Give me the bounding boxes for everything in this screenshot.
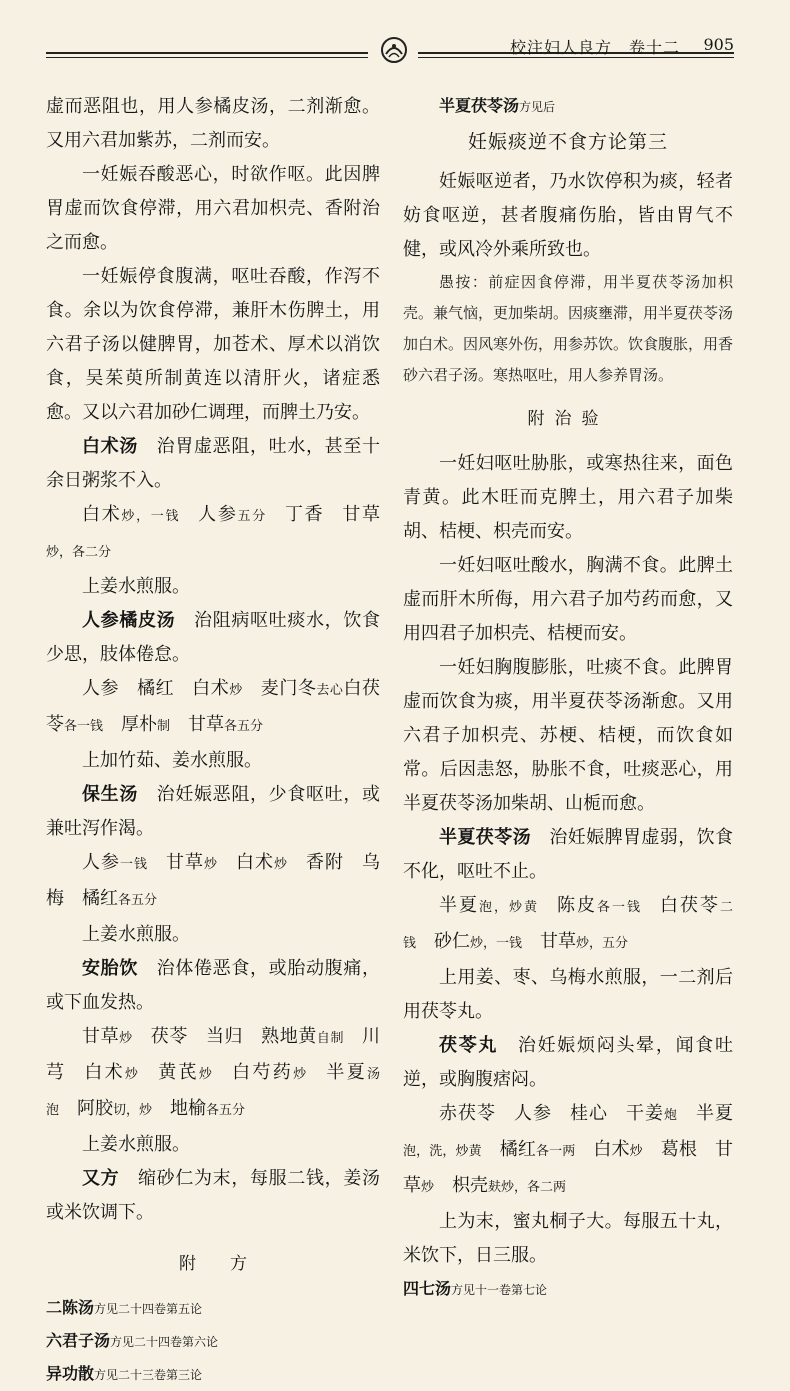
formula-baosheng bbox=[46, 778, 380, 846]
formula-desc: 治胃虚恶阻，吐水，甚至十余日粥浆不入。 bbox=[46, 436, 381, 491]
ingredient-note: 麸炒，各二两 bbox=[488, 1180, 567, 1195]
running-title: 校注妇人良方 卷十二 bbox=[509, 38, 680, 57]
commentary-note: 愚按：前症因食停滞，用半夏茯苓汤加枳壳。兼气恼，更加柴胡。因痰壅滞，用半夏茯苓汤加白术。因风寒外伤，用参苏饮。饮食腹胀，用香砂六君子汤。寒热呕吐，用人参养胃汤。 bbox=[403, 273, 734, 384]
ingredient: 白芍药 bbox=[232, 1062, 294, 1083]
formula-banxia bbox=[403, 821, 733, 889]
ingredient: 甘草 bbox=[82, 1026, 120, 1047]
reference-note: 方见二十三卷第三论 bbox=[94, 1368, 203, 1382]
section-heading: 附 方 bbox=[179, 1254, 247, 1274]
ingredient-note: 炒，各二分 bbox=[46, 545, 112, 560]
directions: 上姜水煎服。 bbox=[82, 924, 190, 945]
ingredient-note: 各一钱 bbox=[64, 719, 104, 734]
ingredient: 白术 bbox=[82, 504, 122, 525]
paragraph: 一妊妇胸腹膨胀，吐痰不食。此脾胃虚而饮食为痰，用半夏茯苓汤渐愈。又用六君子加枳壳、苏梗、桔梗，而饮食如常。后因恚怒，胁胀不食，吐痰恶心，用半夏茯苓汤加柴胡、山栀而愈。 bbox=[403, 657, 733, 814]
formula-renshen bbox=[46, 604, 380, 672]
reference-note: 方见后 bbox=[519, 100, 556, 114]
ingredient: 半夏 bbox=[696, 1103, 733, 1124]
ingredient: 川芎 bbox=[46, 1026, 381, 1083]
reference-name: 半夏茯苓汤 bbox=[439, 96, 520, 115]
page-number: 905 bbox=[703, 35, 734, 54]
header-rule-left-thin bbox=[46, 57, 368, 58]
formula-desc: 治阻病呕吐痰水，饮食少思，肢体倦怠。 bbox=[46, 610, 381, 665]
formula-fuling bbox=[403, 1029, 733, 1097]
ingredient: 橘红 bbox=[137, 678, 175, 699]
ingredient: 乌梅 bbox=[46, 852, 380, 909]
ingredient-note: 炒 bbox=[124, 1067, 141, 1082]
ingredient-note: 炒 bbox=[293, 1067, 309, 1082]
publisher-emblem-icon bbox=[380, 36, 408, 64]
formula-reference bbox=[46, 1358, 380, 1391]
paragraph: 虚而恶阻也，用人参橘皮汤，二剂渐愈。又用六君加紫苏，二剂而安。 bbox=[46, 96, 380, 151]
ingredient: 白术 bbox=[236, 852, 274, 873]
directions: 上姜水煎服。 bbox=[82, 576, 190, 597]
formula-baizhu bbox=[46, 430, 380, 498]
ingredient-line bbox=[46, 846, 380, 918]
ingredient: 半夏 bbox=[326, 1062, 367, 1083]
ingredient: 人参 bbox=[514, 1103, 552, 1124]
ingredient: 茯苓 bbox=[150, 1026, 188, 1047]
ingredient: 赤茯苓 bbox=[439, 1103, 496, 1124]
directions: 上为末，蜜丸桐子大。每服五十丸，米饮下，日三服。 bbox=[403, 1211, 733, 1266]
left-column bbox=[46, 90, 380, 1391]
ingredient-note: 五分 bbox=[237, 509, 267, 524]
paragraph: 一妊娠吞酸恶心，时欲作呕。此因脾胃虚而饮食停滞，用六君加枳壳、香附治之而愈。 bbox=[46, 164, 380, 253]
formula-reference bbox=[46, 1292, 380, 1325]
formula-youfang bbox=[46, 1162, 380, 1230]
ingredient: 白茯苓 bbox=[660, 895, 720, 916]
ingredient-line bbox=[46, 498, 380, 570]
ingredient: 人参 bbox=[82, 678, 120, 699]
formula-title: 人参橘皮汤 bbox=[82, 610, 176, 631]
ingredient: 麦门冬 bbox=[260, 678, 317, 699]
ingredient: 桂心 bbox=[570, 1103, 608, 1124]
formula-title: 白术汤 bbox=[82, 436, 138, 457]
formula-title: 保生汤 bbox=[82, 784, 138, 805]
reference-name: 四七汤 bbox=[403, 1279, 452, 1298]
reference-name: 二陈汤 bbox=[46, 1298, 95, 1317]
ingredient-note: 炒 bbox=[198, 1067, 215, 1082]
paragraph: 一妊娠停食腹满，呕吐吞酸，作泻不食。余以为饮食停滞，兼肝木伤脾土，用六君子汤以健脾胃，加苍术、厚术以消饮食，吴茱萸所制黄连以清肝火，诸症悉愈。又以六君加砂仁调理，而脾土乃安。 bbox=[46, 266, 380, 423]
header-rule-left bbox=[46, 52, 368, 54]
formula-desc: 治体倦恶食，或胎动腹痛，或下血发热。 bbox=[46, 958, 381, 1013]
ingredient: 陈皮 bbox=[557, 895, 597, 916]
paragraph: 一妊妇呕吐胁胀，或寒热往来，面色青黄。此木旺而克脾土，用六君子加柴胡、桔梗、枳壳而安。 bbox=[403, 453, 733, 542]
formula-reference bbox=[403, 90, 733, 123]
right-column bbox=[403, 90, 733, 1306]
ingredient-note: 炒 bbox=[629, 1144, 643, 1159]
formula-title: 又方 bbox=[82, 1168, 120, 1189]
ingredient: 橘红 bbox=[82, 888, 118, 909]
ingredient-note: 各一两 bbox=[535, 1144, 576, 1159]
ingredient: 甘草 bbox=[403, 1139, 733, 1196]
ingredient: 丁香 bbox=[284, 504, 325, 525]
ingredient-note: 各五分 bbox=[224, 719, 264, 734]
ingredient-note: 炒 bbox=[229, 683, 243, 698]
ingredient-note: 泡，洗，炒黄 bbox=[403, 1144, 482, 1159]
ingredient: 甘草 bbox=[166, 852, 204, 873]
ingredient: 砂仁 bbox=[434, 931, 471, 952]
directions: 上用姜、枣、乌梅水煎服，一二剂后用茯苓丸。 bbox=[403, 967, 733, 1022]
directions: 上加竹茹、姜水煎服。 bbox=[82, 750, 262, 771]
ingredient: 白术 bbox=[192, 678, 230, 699]
ingredient: 白术 bbox=[84, 1062, 125, 1083]
ingredient-line bbox=[403, 889, 733, 961]
ingredient-note: 汤泡 bbox=[46, 1067, 381, 1118]
formula-title: 茯苓丸 bbox=[439, 1035, 499, 1056]
ingredient: 人参 bbox=[198, 504, 238, 525]
section-heading: 附治验 bbox=[527, 409, 609, 429]
ingredient-line bbox=[403, 1097, 733, 1205]
ingredient: 阿胶 bbox=[77, 1098, 114, 1119]
ingredient-line bbox=[46, 1020, 380, 1128]
ingredient-note: 炒，一钱 bbox=[121, 509, 181, 524]
reference-note: 方见二十四卷第五论 bbox=[94, 1302, 203, 1316]
ingredient: 厚朴 bbox=[121, 714, 158, 735]
formula-desc: 缩砂仁为末，每服二钱，姜汤或米饮调下。 bbox=[46, 1168, 381, 1223]
ingredient: 枳壳 bbox=[452, 1175, 489, 1196]
ingredient-line bbox=[46, 672, 380, 744]
ingredient: 人参 bbox=[82, 852, 120, 873]
ingredient: 地榆 bbox=[170, 1098, 207, 1119]
ingredient: 半夏 bbox=[439, 895, 479, 916]
ingredient: 白术 bbox=[593, 1139, 630, 1160]
ingredient-note: 炒，五分 bbox=[576, 936, 629, 951]
formula-title: 安胎饮 bbox=[82, 958, 138, 979]
ingredient-note: 各五分 bbox=[206, 1103, 246, 1118]
ingredient-note: 二钱 bbox=[403, 900, 734, 951]
ingredient-note: 自制 bbox=[316, 1031, 345, 1046]
ingredient-note: 各一钱 bbox=[597, 900, 642, 915]
ingredient: 黄芪 bbox=[158, 1062, 199, 1083]
reference-name: 异功散 bbox=[46, 1364, 95, 1383]
reference-name: 六君子汤 bbox=[46, 1331, 111, 1350]
ingredient-note: 炒 bbox=[119, 1031, 133, 1046]
ingredient: 白茯苓 bbox=[46, 678, 381, 735]
formula-title: 半夏茯苓汤 bbox=[439, 827, 531, 848]
ingredient: 干姜 bbox=[626, 1103, 664, 1124]
ingredient: 香附 bbox=[306, 852, 344, 873]
ingredient-note: 炒 bbox=[274, 857, 288, 872]
ingredient: 甘草 bbox=[540, 931, 577, 952]
reference-note: 方见二十四卷第六论 bbox=[110, 1335, 219, 1349]
ingredient: 甘草 bbox=[188, 714, 225, 735]
ingredient-note: 泡，炒黄 bbox=[479, 900, 539, 915]
paragraph: 一妊妇呕吐酸水，胸满不食。此脾土虚而肝木所侮，用六君子加芍药而愈，又用四君子加枳壳、桔梗而安。 bbox=[403, 555, 733, 644]
formula-antai bbox=[46, 952, 380, 1020]
ingredient-note: 一钱 bbox=[120, 857, 148, 872]
ingredient-note: 炒 bbox=[421, 1180, 435, 1195]
directions: 上姜水煎服。 bbox=[82, 1134, 190, 1155]
ingredient-note: 炒，一钱 bbox=[470, 936, 523, 951]
reference-note: 方见十一卷第七论 bbox=[451, 1283, 548, 1297]
formula-desc: 治妊娠恶阻，少食呕吐，或兼吐泻作渴。 bbox=[46, 784, 381, 839]
ingredient-note: 炒 bbox=[204, 857, 218, 872]
formula-desc: 治妊娠脾胃虚弱，饮食不化，呕吐不止。 bbox=[403, 827, 734, 882]
formula-reference bbox=[403, 1273, 733, 1306]
ingredient-note: 去心 bbox=[316, 683, 344, 698]
ingredient: 葛根 bbox=[660, 1139, 697, 1160]
page-header bbox=[0, 0, 790, 70]
paragraph: 妊娠呕逆者，乃水饮停积为痰，轻者妨食呕逆，甚者腹痛伤胎，皆由胃气不健，或风冷外乘所致也。 bbox=[403, 171, 733, 260]
formula-desc: 治妊娠烦闷头晕，闻食吐逆，或胸腹痞闷。 bbox=[403, 1035, 734, 1090]
formula-reference bbox=[46, 1325, 380, 1358]
ingredient-note: 各五分 bbox=[118, 893, 158, 908]
ingredient: 当归 bbox=[205, 1026, 244, 1047]
ingredient: 熟地黄 bbox=[261, 1026, 317, 1047]
ingredient-note: 切，炒 bbox=[113, 1103, 153, 1118]
ingredient: 橘红 bbox=[499, 1139, 536, 1160]
ingredient-note: 制 bbox=[157, 719, 171, 734]
ingredient-note: 炮 bbox=[664, 1108, 678, 1123]
section-title: 妊娠痰逆不食方论第三 bbox=[467, 131, 668, 153]
ingredient: 甘草 bbox=[342, 504, 381, 525]
